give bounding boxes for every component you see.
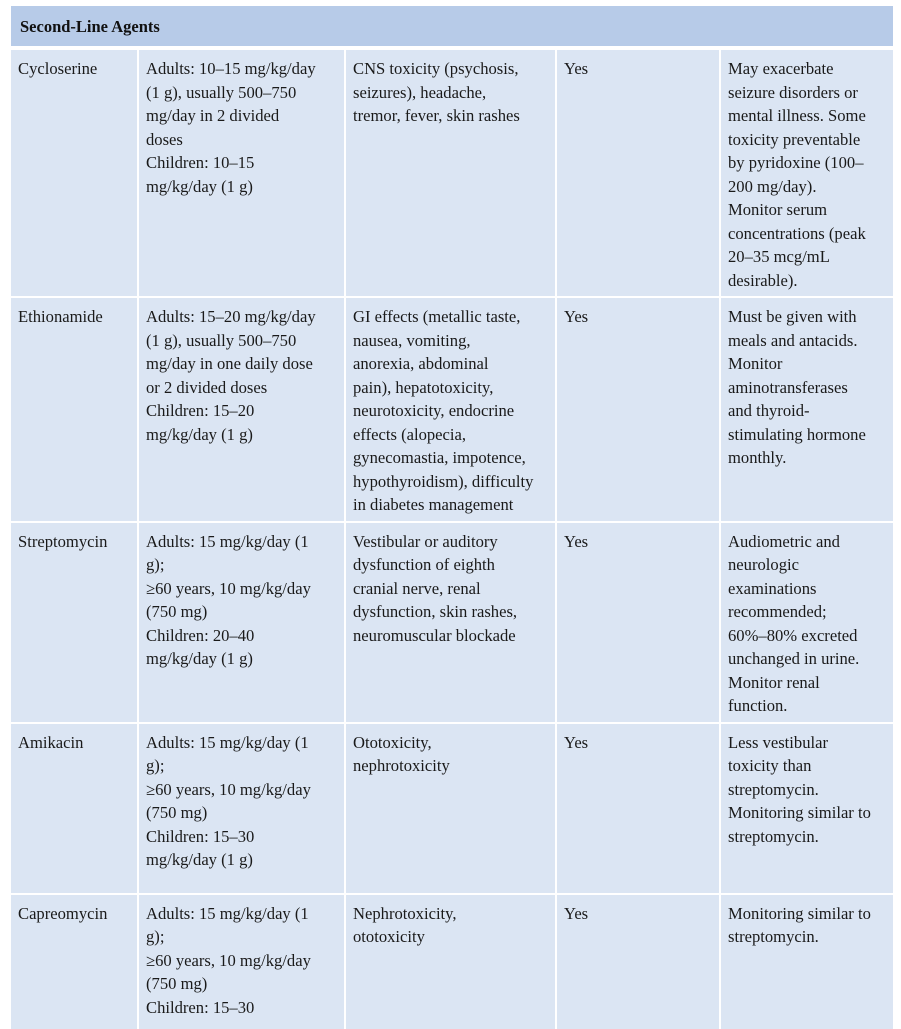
dosing-line: ≥60 years, 10 mg/kg/day	[146, 578, 311, 598]
comment-line: Audiometric and	[728, 531, 840, 551]
comment-line: aminotransferases	[728, 377, 848, 397]
adverse-line: neuromuscular blockade	[353, 625, 516, 645]
comment-line: Monitoring similar to	[728, 803, 871, 822]
dosing-line: mg/kg/day (1 g)	[146, 850, 253, 869]
adverse-line: cranial nerve, renal	[353, 578, 481, 598]
dosing-line: (1 g), usually 500–750	[146, 82, 297, 102]
drug-name-cell	[11, 297, 138, 522]
drug-name-cell	[11, 723, 138, 894]
adverse-line: tremor, fever, skin rashes	[353, 106, 520, 125]
comments-cell	[720, 522, 893, 723]
comment-line: unchanged in urine.	[728, 649, 860, 668]
flag-value: Yes	[564, 59, 589, 78]
comment-line: toxicity than	[728, 756, 812, 775]
dosing-line: Adults: 15 mg/kg/day (1	[146, 732, 309, 752]
dosing-line: ≥60 years, 10 mg/kg/day	[146, 950, 311, 970]
comment-line: meals and antacids.	[728, 330, 858, 350]
comment-line: desirable).	[728, 270, 798, 290]
comment-line: 60%–80% excreted	[728, 625, 858, 645]
dosing-cell	[138, 49, 345, 297]
drug-name: Capreomycin	[18, 903, 108, 923]
dosing-line: Children: 20–40	[146, 625, 255, 645]
dosing-line: mg/kg/day (1 g)	[146, 424, 253, 444]
comment-line: recommended;	[728, 602, 827, 621]
comments-cell	[720, 894, 893, 1029]
dosing-line: (750 mg)	[146, 974, 208, 993]
drug-name: Cycloserine	[18, 59, 98, 78]
dosing-cell	[138, 894, 345, 1029]
flag-cell	[556, 522, 720, 723]
adverse-effects-cell	[345, 522, 556, 723]
comment-line: 200 mg/day).	[728, 176, 817, 196]
adverse-line: seizures), headache,	[353, 82, 487, 102]
adverse-effects-cell	[345, 723, 556, 894]
comment-line: examinations	[728, 578, 817, 598]
section-header	[11, 6, 893, 48]
dosing-line: Adults: 15 mg/kg/day (1	[146, 531, 309, 551]
dosing-line: ≥60 years, 10 mg/kg/day	[146, 779, 311, 799]
adverse-line: nephrotoxicity	[353, 756, 450, 775]
table-row	[11, 894, 893, 1029]
comment-line: stimulating hormone	[728, 424, 866, 444]
adverse-effects-cell	[345, 894, 556, 1029]
dosing-line: Adults: 15 mg/kg/day (1	[146, 903, 309, 923]
dosing-line: g);	[146, 555, 165, 574]
dosing-cell	[138, 522, 345, 723]
adverse-line: neurotoxicity, endocrine	[353, 401, 515, 420]
adverse-line: effects (alopecia,	[353, 424, 467, 444]
dosing-line: Children: 15–30	[146, 997, 255, 1017]
table-row	[11, 522, 893, 723]
comment-line: by pyridoxine (100–	[728, 153, 864, 172]
dosing-line: (1 g), usually 500–750	[146, 330, 297, 350]
dosing-line: Adults: 10–15 mg/kg/day	[146, 59, 316, 78]
table-row	[11, 723, 893, 894]
adverse-line: GI effects (metallic taste,	[353, 307, 521, 326]
adverse-line: pain), hepatotoxicity,	[353, 377, 494, 397]
drug-name-cell	[11, 894, 138, 1029]
flag-value: Yes	[564, 531, 589, 551]
drug-name: Ethionamide	[18, 307, 103, 326]
flag-value: Yes	[564, 903, 589, 923]
comment-line: toxicity preventable	[728, 129, 861, 149]
flag-value: Yes	[564, 307, 589, 326]
comment-line: neurologic	[728, 555, 799, 574]
dosing-line: (750 mg)	[146, 602, 208, 621]
dosing-line: Children: 15–30	[146, 826, 255, 846]
comment-line: Monitor	[728, 354, 783, 373]
drug-name-cell	[11, 522, 138, 723]
dosing-line: mg/day in 2 divided	[146, 106, 280, 125]
dosing-line: mg/kg/day (1 g)	[146, 176, 253, 196]
table-row	[11, 49, 893, 297]
drug-table	[11, 6, 893, 1018]
dosing-line: Adults: 15–20 mg/kg/day	[146, 307, 316, 326]
comment-line: seizure disorders or	[728, 82, 858, 102]
comment-line: and thyroid-	[728, 401, 810, 420]
comment-line: streptomycin.	[728, 826, 819, 846]
comment-line: mental illness. Some	[728, 106, 866, 125]
comment-line: May exacerbate	[728, 59, 834, 78]
drug-name: Amikacin	[18, 732, 84, 752]
dosing-cell	[138, 297, 345, 522]
dosing-cell	[138, 723, 345, 894]
flag-cell	[556, 894, 720, 1029]
dosing-line: or 2 divided doses	[146, 377, 268, 397]
table-row	[11, 297, 893, 522]
flag-cell	[556, 297, 720, 522]
comments-cell	[720, 297, 893, 522]
comment-line: Must be given with	[728, 307, 857, 326]
comment-line: streptomycin.	[728, 927, 819, 946]
flag-cell	[556, 723, 720, 894]
adverse-line: dysfunction of eighth	[353, 555, 495, 574]
comment-line: Monitor renal	[728, 672, 820, 692]
comment-line: function.	[728, 696, 788, 715]
dosing-line: (750 mg)	[146, 803, 208, 822]
section-title: Second-Line Agents	[20, 17, 160, 36]
dosing-line: g);	[146, 927, 165, 946]
adverse-line: gynecomastia, impotence,	[353, 448, 526, 467]
adverse-line: anorexia, abdominal	[353, 354, 489, 373]
flag-value: Yes	[564, 732, 589, 752]
drug-name-cell	[11, 49, 138, 297]
comments-cell	[720, 723, 893, 894]
adverse-line: dysfunction, skin rashes,	[353, 602, 518, 621]
comments-cell	[720, 49, 893, 297]
comment-line: monthly.	[728, 448, 787, 467]
agents-table	[11, 48, 893, 1029]
dosing-line: mg/kg/day (1 g)	[146, 649, 253, 668]
adverse-effects-cell	[345, 49, 556, 297]
adverse-line: in diabetes management	[353, 495, 514, 514]
adverse-line: Vestibular or auditory	[353, 531, 498, 551]
comment-line: Monitoring similar to	[728, 903, 871, 923]
comment-line: streptomycin.	[728, 779, 819, 799]
adverse-effects-cell	[345, 297, 556, 522]
adverse-line: Ototoxicity,	[353, 732, 432, 752]
flag-cell	[556, 49, 720, 297]
drug-name: Streptomycin	[18, 531, 108, 551]
comment-line: 20–35 mcg/mL	[728, 247, 830, 266]
dosing-line: mg/day in one daily dose	[146, 354, 313, 373]
dosing-line: Children: 15–20	[146, 401, 255, 420]
dosing-line: Children: 10–15	[146, 153, 255, 172]
dosing-line: doses	[146, 129, 183, 149]
adverse-line: hypothyroidism), difficulty	[353, 471, 534, 491]
comment-line: Monitor serum	[728, 200, 828, 219]
comment-line: concentrations (peak	[728, 223, 866, 243]
adverse-line: ototoxicity	[353, 927, 425, 946]
comment-line: Less vestibular	[728, 732, 829, 752]
adverse-line: Nephrotoxicity,	[353, 903, 457, 923]
adverse-line: CNS toxicity (psychosis,	[353, 59, 519, 78]
adverse-line: nausea, vomiting,	[353, 330, 471, 350]
dosing-line: g);	[146, 756, 165, 775]
